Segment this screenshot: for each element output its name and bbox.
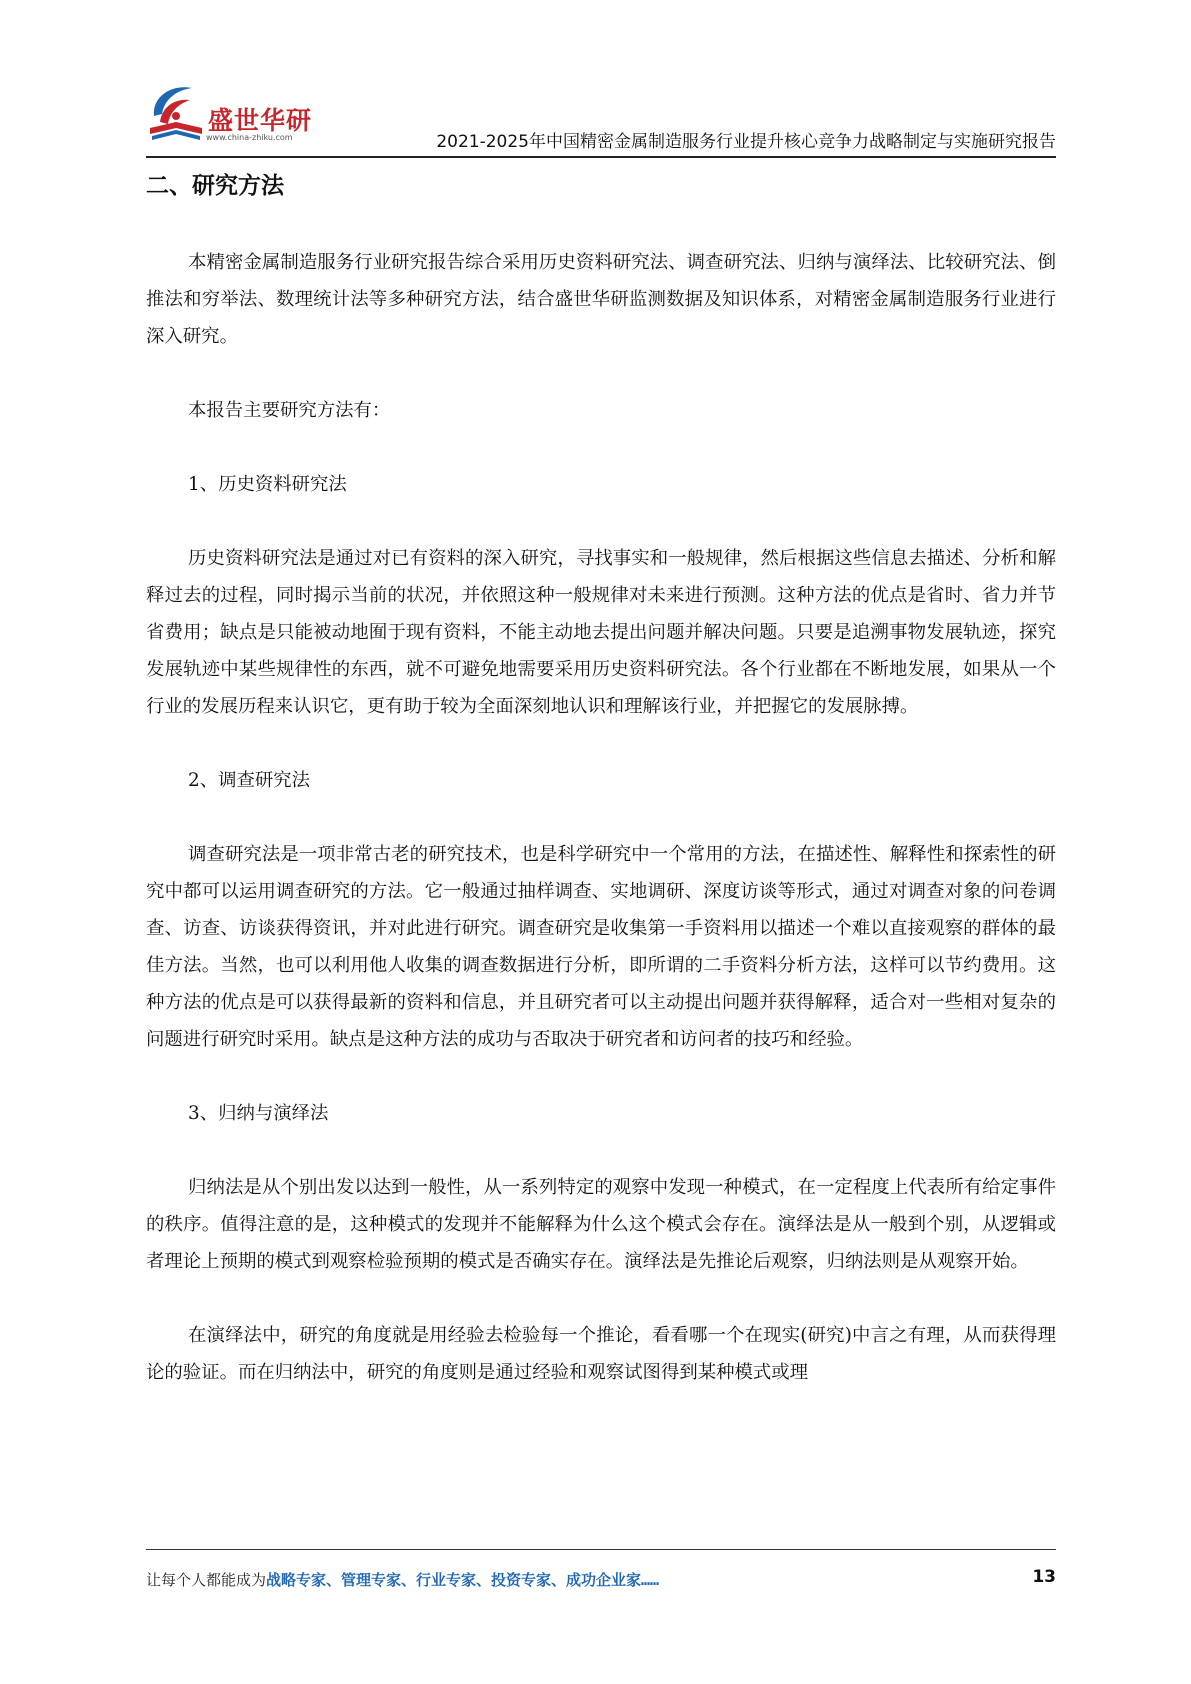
company-logo <box>146 78 316 148</box>
methods-lead-in: 本报告主要研究方法有： <box>188 400 391 421</box>
slogan-prefix: 让每个人都能成为 <box>146 1571 267 1589</box>
book-swirl-logo-icon <box>146 82 206 146</box>
paragraph-deduction-perspective: 在演绎法中，研究的角度就是用经验去检验每一个推论，看看哪一个在现实(研究)中言之有理，从而获得理论的验证。而在归纳法中，研究的角度则是通过经验和观察试图得到某种模式或理 <box>146 1325 1056 1383</box>
logo-name: 盛世华研 <box>208 106 313 135</box>
paragraph-historical-research: 历史资料研究法是通过对已有资料的深入研究，寻找事实和一般规律，然后根据这些信息去描述、分析和解释过去的过程，同时揭示当前的状况，并依照这种一般规律对未来进行预测。这种方法的优点是省时、省力并节省费用；缺点是只能被动地囿于现有资料，不能主动地去提出问题并解决问题。只要是追溯事物发展轨迹，探究发展轨迹中某些规律性的东西，就不可避免地需要采用历史资料研究法。各个行业都在不断地发展，如果从一个行业的发展历程来认识它，更有助于较为全面深刻地认识和理解该行业，并把握它的发展脉搏。 <box>146 548 1056 717</box>
page-number: 13 <box>1032 1567 1056 1587</box>
paragraph-intro: 本精密金属制造服务行业研究报告综合采用历史资料研究法、调查研究法、归纳与演绎法、比较研究法、倒推法和穷举法、数理统计法等多种研究方法，结合盛世华研监测数据及知识体系，对精密金属制造服务行业进行深入研究。 <box>146 252 1056 347</box>
header-divider <box>146 156 1056 158</box>
document-body <box>146 244 1056 1428</box>
page-header <box>146 78 1056 158</box>
subheading-induction-deduction: 3、归纳与演绎法 <box>188 1103 329 1124</box>
footer-slogan <box>146 1569 659 1590</box>
logo-url: www.china-zhiku.com <box>206 133 293 142</box>
subheading-historical-research: 1、历史资料研究法 <box>188 474 347 495</box>
paragraph-survey-research: 调查研究法是一项非常古老的研究技术，也是科学研究中一个常用的方法，在描述性、解释性和探索性的研究中都可以运用调查研究的方法。它一般通过抽样调查、实地调研、深度访谈等形式，通过对调查对象的问卷调查、访查、访谈获得资讯，并对此进行研究。调查研究是收集第一手资料用以描述一个难以直接观察的群体的最佳方法。当然，也可以利用他人收集的调查数据进行分析，即所谓的二手资料分析方法，这样可以节约费用。这种方法的优点是可以获得最新的资料和信息，并且研究者可以主动提出问题并获得解释，适合对一些相对复杂的问题进行研究时采用。缺点是这种方法的成功与否取决于研究者和访问者的技巧和经验。 <box>146 844 1056 1050</box>
footer-divider <box>146 1549 1056 1550</box>
slogan-highlight: 战略专家、管理专家、行业专家、投资专家、成功企业家…… <box>266 1571 660 1589</box>
section-heading: 二、研究方法 <box>146 173 284 199</box>
subheading-survey-research: 2、调查研究法 <box>188 770 311 791</box>
paragraph-induction-deduction: 归纳法是从个别出发以达到一般性，从一系列特定的观察中发现一种模式，在一定程度上代表所有给定事件的秩序。值得注意的是，这种模式的发现并不能解释为什么这个模式会存在。演绎法是从一般到个别，从逻辑或者理论上预期的模式到观察检验预期的模式是否确实存在。演绎法是先推论后观察，归纳法则是从观察开始。 <box>146 1177 1056 1272</box>
report-title: 2021-2025年中国精密金属制造服务行业提升核心竞争力战略制定与实施研究报告 <box>436 132 1056 152</box>
